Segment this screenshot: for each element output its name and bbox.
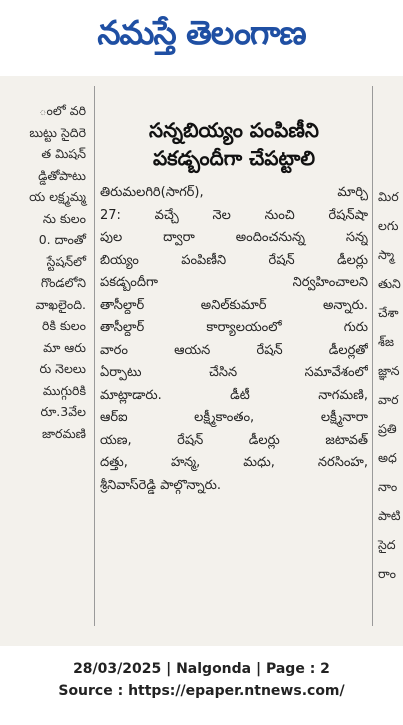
headline-line: పకడ్బందీగా చేపట్టాలి [152, 146, 316, 170]
article-body-line: పకడ్బందీగా నిర్వహించాలని [100, 275, 368, 290]
article-body-line: ఏర్పాటు చేసిన సమావేశంలో [100, 365, 368, 380]
left-column-line: య లక్ష్మమ్మ [29, 189, 86, 204]
right-column-line: సైద [378, 537, 396, 552]
left-column-line: గొండలోని [40, 275, 86, 290]
footer-source: Source : https://epaper.ntnews.com/ [58, 683, 345, 699]
right-column-line: వార [378, 392, 399, 407]
left-column-line: ముగ్గురికి [42, 382, 86, 398]
left-column-line: 0. దాంతో [38, 232, 86, 247]
article-body-line: బియ్యం పంపిణీని రేషన్ డీలర్లు [100, 252, 368, 268]
column-divider-left [94, 86, 95, 626]
article-body-line: యణ, రేషన్ డీలర్లు జటావత్ [100, 432, 368, 448]
left-column-line: రూ.3వేల [40, 404, 86, 419]
newspaper-page [0, 76, 403, 646]
right-column-line: స్మా [378, 247, 395, 262]
masthead-title: నమస్తే తెలంగాణ [97, 12, 306, 52]
right-column-line: రాం [378, 566, 396, 581]
article-body-line: తాసీల్దార్ అనిల్‌కుమార్ అన్నారు. [100, 297, 368, 313]
news-article [100, 116, 368, 636]
article-body-line: తిరుమలగిరి(సాగర్), మార్చి [100, 185, 368, 200]
headline-line: సన్నబియ్యం పంపిణీని [149, 118, 319, 142]
left-column-line: ంలో వరి [39, 103, 86, 118]
article-body-line: మాట్లాడారు. డీటీ నాగమణి, [100, 387, 368, 403]
left-column-line: డ్డితోపాటు [38, 167, 86, 183]
article-body-line: ఆర్ఐ లక్ష్మీకాంతం, లక్ష్మీనారా [100, 410, 368, 425]
left-column-line: స్టేషన్‌లో [46, 253, 86, 269]
article-body [100, 182, 368, 497]
right-column-line: అధ [378, 450, 397, 465]
article-body-line: తాసీల్దార్ కార్యాలయంలో గురు [100, 320, 368, 335]
right-column-line: శ్‌జ [378, 334, 395, 349]
right-column-line: ప్రతి [378, 421, 397, 436]
left-column-line: ను కులం [42, 210, 86, 226]
right-column-line: నాం [378, 479, 398, 494]
left-column-line: వాఖలైంది. [35, 296, 86, 312]
article-body-line: శ్రీనివాస్‌రెడ్డి పాల్గొన్నారు. [100, 477, 221, 493]
right-column-line: లగు [378, 218, 399, 233]
left-column-fragment [0, 94, 92, 634]
article-body-line: వారం ఆయన రేషన్ డీలర్లతో [100, 342, 368, 358]
left-column-line: బుట్టు సైదిరె [29, 124, 86, 140]
article-body-line: పుల ద్వారా అందించనున్న సన్న [100, 230, 368, 245]
left-column-line: త మిషన్ [41, 146, 86, 161]
right-column-line: జ్ఞాన [378, 363, 400, 378]
right-column-line: పాటి [378, 508, 401, 523]
left-column-line: రికి కులం [42, 318, 86, 333]
article-body-line: 27: వచ్చే నెల నుంచి రేషన్‌షా [100, 207, 368, 223]
article-body-line: దత్తు, హన్మ, మధు, నరసింహ, [100, 455, 368, 470]
right-column-line: చేశా [378, 305, 399, 320]
column-divider-right [372, 86, 373, 626]
right-column-line: మిర [378, 189, 399, 204]
page-footer [0, 658, 403, 702]
article-headline [100, 116, 368, 172]
left-column-line: రు నెలలు [39, 361, 86, 376]
right-column-line: తుని [378, 276, 401, 291]
newspaper-masthead [0, 0, 403, 72]
left-column-line: మా ఆరు [43, 339, 86, 355]
footer-date-edition-page: 28/03/2025 | Nalgonda | Page : 2 [73, 661, 330, 677]
left-column-line: జారమణి [41, 425, 86, 441]
right-column-fragment [376, 188, 403, 628]
